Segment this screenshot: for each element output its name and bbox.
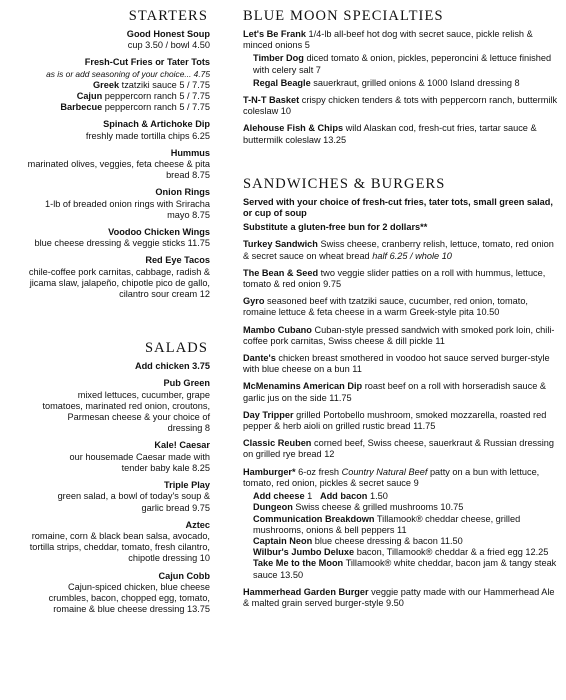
salads-note: Add chicken 3.75 [134,361,210,372]
specialties-title: BLUE MOON SPECIALTIES [243,8,444,24]
menu-item: Dante's chicken breast smothered in voodoo hot sauce served burger-style with blue cheese on a bun 11 [243,353,550,375]
menu-item: Cajun Cobb Cajun-spiced chicken, blue cheese crumbles, bacon, chopped egg, tomato, romaine & blue cheese dressing 13.75 [48,570,210,615]
menu-item: Alehouse Fish & Chips wild Alaskan cod, fresh-cut fries, tartar sauce & buttermilk coleslaw 13.25 [243,123,537,145]
menu-item: McMenamins American Dip roast beef on a roll with horseradish sauce & garlic jus on the side 11.75 [243,381,546,403]
sub-item: Take Me to the Moon Tillamook® white cheddar, bacon jam & tangy steak sauce 13.50 [253,558,557,580]
sub-item: Cajun peppercorn ranch 5 / 7.75 [76,91,210,102]
gluten-free-note: Substitute a gluten-free bun for 2 dollars** [243,222,428,233]
sub-item: Barbecue peppercorn ranch 5 / 7.75 [60,102,210,113]
menu-item: Day Tripper grilled Portobello mushroom, smoked mozzarella, roasted red pepper & herb aioli on grilled rustic bread 11.75 [243,409,547,432]
menu-item: Hammerhead Garden Burger veggie patty made with our Hammerhead Ale & malted grain served burger-style 9.50 [243,586,555,608]
sides-note: Served with your choice of fresh-cut fries, tater tots, small green salad, or cup of soup [243,196,553,219]
menu-item: The Bean & Seed two veggie slider patties on a roll with hummus, lettuce, tomato & red onion 9.75 [243,267,546,290]
menu-item: Triple Play green salad, a bowl of today's soup & garlic bread 9.75 [57,480,210,513]
menu-item: Classic Reuben corned beef, Swiss cheese, sauerkraut & Russian dressing on grilled rye bread 12 [243,438,555,460]
left-column [6,8,210,621]
sub-item: Communication Breakdown Tillamook® cheddar cheese, grilled mushrooms, onions & bell peppers 11 [253,513,521,535]
sub-item: Timber Dog diced tomato & onion, pickles, peperoncini & lettuce finished with celery salt 7 [253,53,552,75]
sub-item: Captain Neon blue cheese dressing & bacon 11.50 [253,535,463,546]
sub-item: Dungeon Swiss cheese & grilled mushrooms 10.75 [253,502,464,513]
menu-item: Good Honest Soup cup 3.50 / bowl 4.50 [126,29,210,51]
salads-title: SALADS [145,340,208,357]
menu-item: Voodoo Chicken Wings blue cheese dressing & veggie sticks 11.75 [34,227,210,249]
menu-item: Hummus marinated olives, veggies, feta cheese & pita bread 8.75 [27,147,210,181]
starters-title: STARTERS [128,8,208,24]
menu-item: Gyro seasoned beef with tzatziki sauce, cucumber, red onion, tomato, romaine lettuce & feta cheese in a warm Greek-style pita 10.50 [243,296,528,318]
menu-item: Turkey Sandwich Swiss cheese, cranberry relish, lettuce, tomato, red onion & secret sauce on wheat bread half 6.25 / whole 10 [243,239,554,261]
menu-item: Spinach & Artichoke Dip freshly made tortilla chips 6.25 [85,119,210,141]
sandwiches-title: SANDWICHES & BURGERS [243,175,446,192]
menu-item: T-N-T Basket crispy chicken tenders & tots with peppercorn ranch, buttermilk coleslaw 10 [243,95,558,117]
menu-item: Red Eye Tacos chile-coffee pork carnitas, cabbage, radish & jicama slaw, jalapeño, chipotle pico de gallo, cilantro sour cream 12 [28,255,210,300]
menu-item: Kale! Caesar our housemade Caesar made with tender baby kale 8.25 [69,440,210,473]
menu-item: Onion Rings 1-lb of breaded onion rings with Sriracha mayo 8.75 [45,187,210,220]
sub-item: Wilbur's Jumbo Deluxe bacon, Tillamook® cheddar & a fried egg 12.25 [253,547,549,558]
menu-item: Fresh-Cut Fries or Tater Tots as is or add seasoning of your choice... 4.75 Greek tzatziki sauce 5 / 7.75 Cajun peppercorn ranch 5 / 7.75 Barbecue peppercorn ranch 5 / 7.75 [6,57,210,113]
hamburger-item: Hamburger* 6-oz fresh Country Natural Beef patty on a bun with lettuce, tomato, red onion, pickles & secret sauce 9 Add cheese 1 Add bacon 1.50 Dungeon Swiss cheese & grilled mushrooms 10.75 Communication Breakdown Tillamook® cheddar cheese, grilled mushrooms, onions & bell peppers 11 Captain Neon blue cheese dressing & bacon 11.50 Wilbur's Jumbo Deluxe bacon, Tillamook® cheddar & a fried egg 12.25 Take Me to the Moon Tillamook® white cheddar, bacon jam & tangy steak sauce 13.50 [243,467,561,581]
menu-item: Let's Be Frank 1/4-lb all-beef hot dog with secret sauce, pickle relish & minced onions 5 Timber Dog diced tomato & onion, pickles, peperoncini & lettuce finished with celery salt 7 Regal Beagle sauerkraut, grilled onions & 1000 Island dressing 8 [243,29,561,89]
menu-item: Mambo Cubano Cuban-style pressed sandwich with smoked pork loin, chili-coffee pork carnitas, Swiss cheese & dill pickle 11 [243,324,555,346]
hamburger-addons: Add cheese 1 Add bacon 1.50 [253,491,388,502]
menu-item: Pub Green mixed lettuces, cucumber, grape tomatoes, marinated red onion, croutons, Parmesan cheese & your choice of dressing 8 [42,378,210,434]
sub-item: Regal Beagle sauerkraut, grilled onions & 1000 Island dressing 8 [253,77,520,88]
right-column [243,8,561,615]
menu-item: Aztec romaine, corn & black bean salsa, avocado, tortilla strips, cheddar, tomato, fresh cilantro, chipotle dressing 10 [29,519,210,564]
sub-item: Greek tzatziki sauce 5 / 7.75 [93,79,210,90]
